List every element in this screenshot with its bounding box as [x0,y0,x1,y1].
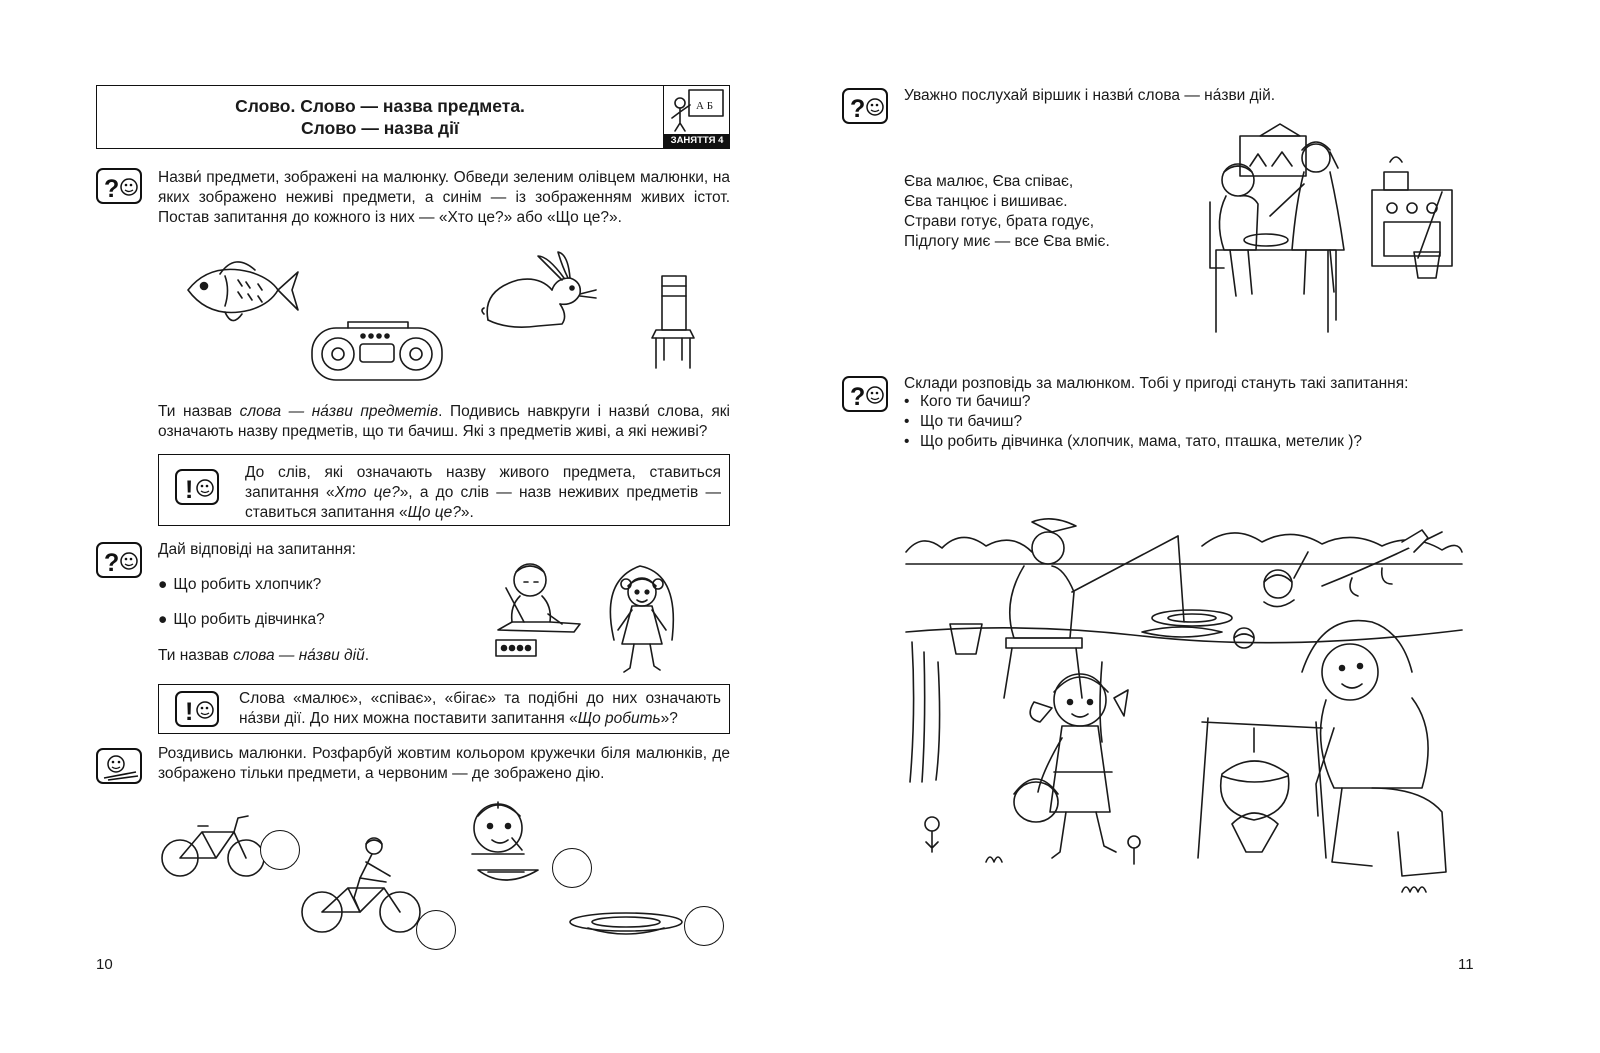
coloring-task-icon [96,748,142,784]
page-number-right: 11 [1458,956,1474,973]
boy-eating-picture [458,794,548,894]
svg-text:!: ! [185,698,194,726]
lesson-title-line2: Слово — назва дії [301,118,459,138]
fish-picture [180,250,305,330]
teacher-at-board-icon [664,85,730,133]
bicycle-picture [158,810,268,880]
rabbit-picture [478,250,603,335]
poem [904,172,1110,252]
question-icon [842,376,888,412]
svg-text:?: ? [104,175,120,203]
river-picnic-scene-picture [902,512,1467,912]
rule2-text [239,689,721,729]
chair-picture [650,272,700,372]
rule1-box [158,454,730,526]
task2-intro: Дай відповіді на запитання: [158,541,356,558]
poem-line-4: Підлогу миє — все Єва вміє. [904,233,1110,250]
poem-line-1: Єва малює, Єва співає, [904,173,1074,190]
boy-drawing-picture [490,558,590,658]
lesson-label: ЗАНЯТТЯ 4 [664,134,730,148]
lesson-header [96,85,730,149]
rule1-i2: Що це? [407,504,461,521]
question-icon [96,542,142,578]
poem-task-text: Уважно послухай віршик і назви́ слова — на́зви дій. [904,87,1276,104]
task2-summary-after: . [364,647,370,664]
summary1-before: Ти назвав [158,403,240,420]
board-letters: А Б [696,100,714,112]
plate-picture [568,910,688,940]
task2-question-2: ● Що робить дівчинка? [158,611,325,628]
svg-text:?: ? [850,383,866,411]
rule2-t1: Слова «малює», «співає», «бігає» та подібні до них означають на́зви дії. До них можна поставити запитання « [239,690,721,727]
answer-circle-cycling[interactable] [416,910,456,950]
svg-text:?: ? [104,549,120,577]
rule2-t2: »? [660,710,678,727]
answer-circle-plate[interactable] [684,906,724,946]
lesson-title-line1: Слово. Слово — назва предмета. [235,96,525,116]
story-questions [904,392,1464,452]
task1-text: Назви́ предмети, зображені на малюнку. Обведи зеленим олівцем малюнки, на яких зображено неживі предмети, а синім — із зображенням живих істот. Постав запитання до кожного із них — «Хто це?» або «Що це?». [158,169,730,226]
story-task-text: Склади розповідь за малюнком. Тобі у пригоді стануть такі запитання: [904,375,1409,392]
svg-text:!: ! [185,476,194,504]
rule1-t1: До слів, які означають назву живого предмета, ставиться запитання « [245,464,721,501]
rule2-box [158,684,730,734]
kitchen-scene-picture [1196,122,1456,334]
svg-text:?: ? [850,95,866,123]
answer-circle-bicycle[interactable] [260,830,300,870]
girl-jumping-rope-picture [600,560,690,680]
task2-question-1: ● Що робить хлопчик? [158,576,322,593]
task2-question-2-text: Що робить дівчинка? [173,611,325,628]
task2-summary-italic: слова — на́зви дій [233,647,365,664]
task2-question-1-text: Що робить хлопчик? [173,576,322,593]
boombox-picture [308,312,448,382]
lesson-badge [663,85,730,148]
task3-text: Роздивись малюнки. Розфарбуй жовтим кольором кружечки біля малюнків, де зображено тільки предмети, а червоним — де зображено дію. [158,745,730,782]
story-question-3: • Що робить дівчинка (хлопчик, мама, тато, пташка, метелик )? [904,432,1464,452]
summary1-text [158,402,730,442]
question-icon [842,88,888,124]
task2-summary [158,646,369,666]
task2-summary-before: Ти назвав [158,647,234,664]
exclamation-icon [175,469,219,505]
poem-line-2: Єва танцює і вишиває. [904,193,1068,210]
story-question-1: • Кого ти бачиш? [904,392,1464,412]
answer-circle-eating[interactable] [552,848,592,888]
rule2-i1: Що робить [577,710,661,727]
rule1-i1: Хто це? [334,484,400,501]
lesson-title [97,95,663,139]
question-icon [96,168,142,204]
poem-line-3: Страви готує, брата годує, [904,213,1095,230]
summary1-after: . Подивись навкруги і назви́ слова, які означають назву предметів, що ти бачиш. Які з предметів живі, а які неживі? [158,403,730,440]
story-question-2: • Що ти бачиш? [904,412,1464,432]
rule1-t2: », а до слів — назв неживих предметів — ставиться запитання « [245,484,721,521]
boy-cycling-picture [296,836,426,936]
summary1-italic: слова — на́зви предметів [239,403,439,420]
exclamation-icon [175,691,219,727]
page-number-left: 10 [96,956,113,973]
rule1-text [245,463,721,523]
rule1-t3: ». [460,504,474,521]
